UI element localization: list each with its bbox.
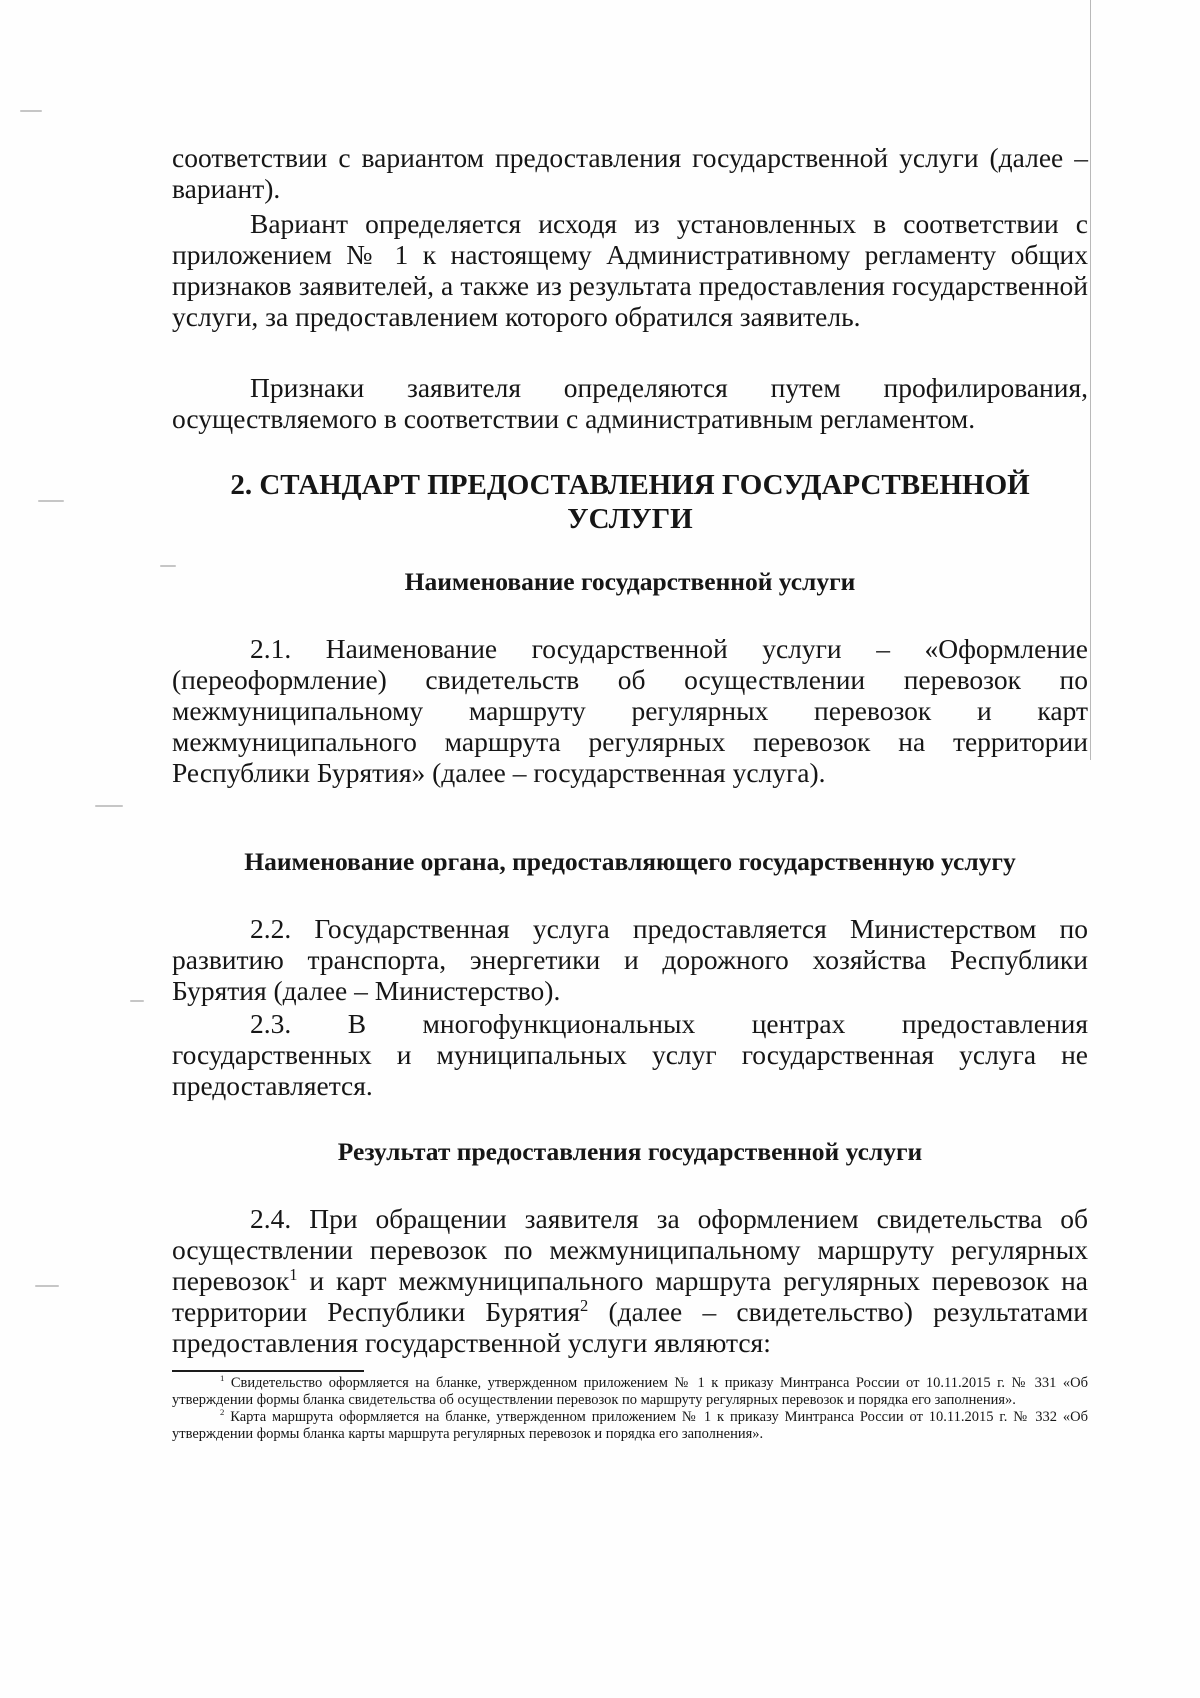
scan-speck (35, 1285, 59, 1287)
footnote-1-text: Свидетельство оформляется на бланке, утвержденном приложением № 1 к приказу Минтранса России от 10.11.2015 г. № 331 «Об утверждении формы бланка свидетельства об осуществлении перевозок по маршруту регулярных перевозок и порядка его заполнения». (172, 1375, 1088, 1408)
footnote-ref-1: 1 (289, 1264, 298, 1284)
footnotes (172, 1375, 1088, 1443)
paragraph-2-4-part-c: (далее – свидетельство) результатами предоставления государственной услуги являются: (172, 1296, 1088, 1358)
paragraph-2-4-part-a: 2.4. При обращении заявителя за оформлением свидетельства об осуществлении перевозок по межмуниципальному маршруту регулярных перевозок (172, 1203, 1088, 1296)
scan-edge-line (1090, 0, 1091, 760)
footnote-separator (172, 1370, 364, 1372)
subheading-service-name: Наименование государственной услуги (404, 567, 856, 596)
paragraph-applicant-signs: Признаки заявителя определяются путем профилирования, осуществляемого в соответствии с административным регламентом. (172, 372, 1088, 434)
footnote-2-text: Карта маршрута оформляется на бланке, утвержденном приложением № 1 к приказу Минтранса России от 10.11.2015 г. № 332 «Об утверждении формы бланка карты маршрута регулярных перевозок и порядка его заполнения». (172, 1409, 1088, 1442)
subheading-service-result: Результат предоставления государственной услуги (337, 1137, 923, 1166)
scan-speck (38, 500, 64, 502)
subheading-providing-body: Наименование органа, предоставляющего государственную услугу (244, 847, 1016, 876)
footnote-2-mark: 2 (220, 1407, 225, 1418)
paragraph-2-1: 2.1. Наименование государственной услуги – «Оформление (переоформление) свидетельств об осуществлении перевозок по межмуниципальному маршруту регулярных перевозок и карт межмуниципального маршрута регулярных перевозок на территории Республики Бурятия» (далее – государственная услуга). (172, 633, 1088, 788)
paragraph-2-4-part-b: и карт межмуниципального маршрута регулярных перевозок на территории Республики Бурятия (172, 1265, 1088, 1327)
paragraph-2-2: 2.2. Государственная услуга предоставляется Министерством по развитию транспорта, энергетики и дорожного хозяйства Республики Бурятия (далее – Министерство). (172, 913, 1088, 1006)
paragraph-2-4 (172, 1203, 1088, 1358)
footnote-2 (172, 1409, 1088, 1443)
scan-speck (130, 1000, 144, 1002)
scan-speck (95, 805, 123, 807)
footnote-ref-2: 2 (580, 1295, 589, 1315)
paragraph-variant: Вариант определяется исходя из установленных в соответствии с приложением № 1 к настоящему Административному регламенту общих признаков заявителей, а также из результата предоставления государственной услуги, за предоставлением которого обратился заявитель. (172, 208, 1088, 332)
footnote-1 (172, 1375, 1088, 1409)
section-title-line2: УСЛУГИ (567, 503, 693, 535)
section-title (172, 468, 1088, 536)
section-title-line1: 2. СТАНДАРТ ПРЕДОСТАВЛЕНИЯ ГОСУДАРСТВЕННОЙ (230, 469, 1030, 501)
footnote-1-mark: 1 (220, 1373, 225, 1384)
scan-speck (20, 110, 42, 112)
intro-continued-line: соответствии с вариантом предоставления государственной услуги (далее – вариант). (172, 142, 1088, 204)
paragraph-2-3: 2.3. В многофункциональных центрах предоставления государственных и муниципальных услуг государственная услуга не предоставляется. (172, 1008, 1088, 1101)
